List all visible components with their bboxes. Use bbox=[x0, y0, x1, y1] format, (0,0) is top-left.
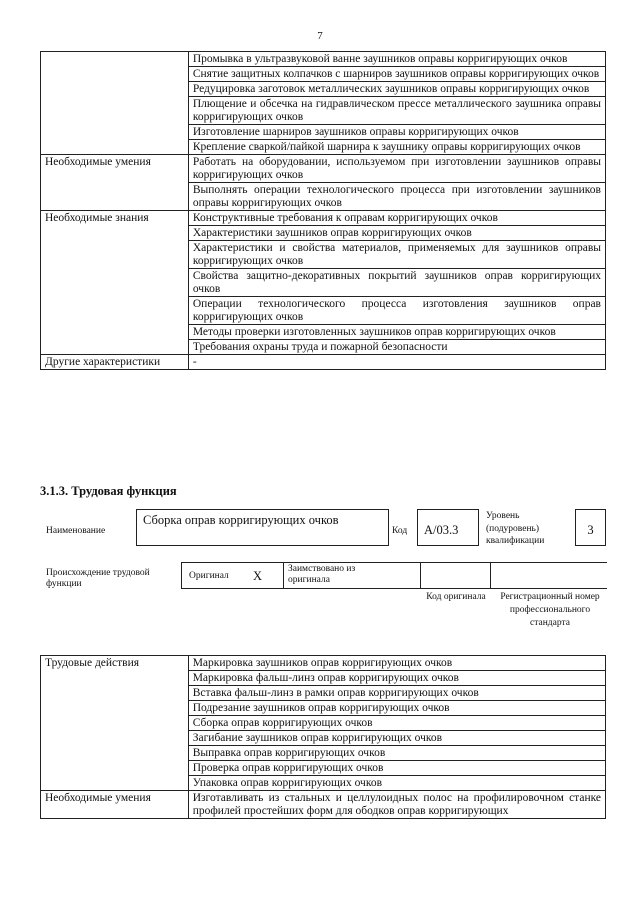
row-label bbox=[41, 52, 189, 155]
code-label: Код bbox=[392, 526, 408, 536]
table-row bbox=[41, 52, 606, 67]
origin-label: Происхождение трудовой функции bbox=[46, 568, 150, 589]
row-label: Необходимые знания bbox=[41, 211, 189, 355]
name-box bbox=[136, 509, 389, 546]
row-value: Выполнять операции технологического процесса при изготовлении заушников оправы корригирующих очков bbox=[188, 183, 605, 211]
row-value: - bbox=[188, 355, 605, 370]
code-original-label: Код оригинала bbox=[426, 592, 486, 602]
row-value: Крепление сваркой/пайкой шарнира к заушнику оправы корригирующих очков bbox=[188, 140, 605, 155]
skill-value: Изготавливать из стальных и целлулоидных полос на профилировочном станке профилей простейших форм для ободков оправ корригирующих bbox=[188, 791, 605, 819]
labor-action: Подрезание заушников оправ корригирующих очков bbox=[188, 701, 605, 716]
original-mark: X bbox=[253, 569, 263, 583]
labor-action: Упаковка оправ корригирующих очков bbox=[188, 776, 605, 791]
row-value: Характеристики заушников оправ корригирующих очков bbox=[188, 226, 605, 241]
borrowed-label: Заимствовано из оригинала bbox=[288, 564, 356, 585]
row-value: Плющение и обсечка на гидравлическом прессе металлического заушника оправы корригирующих очков bbox=[188, 97, 605, 125]
function-name: Сборка оправ корригирующих очков bbox=[143, 513, 339, 527]
labor-action: Проверка оправ корригирующих очков bbox=[188, 761, 605, 776]
labor-action: Загибание заушников оправ корригирующих очков bbox=[188, 731, 605, 746]
row-value: Конструктивные требования к оправам корригирующих очков bbox=[188, 211, 605, 226]
page-number: 7 bbox=[317, 30, 323, 42]
labor-action: Сборка оправ корригирующих очков bbox=[188, 716, 605, 731]
labor-action: Маркировка фальш-линз оправ корригирующих очков bbox=[188, 671, 605, 686]
table-row bbox=[41, 355, 606, 370]
row-value: Редуцировка заготовок металлических заушников оправы корригирующих очков bbox=[188, 82, 605, 97]
labor-actions-label: Трудовые действия bbox=[41, 656, 189, 791]
row-label: Необходимые умения bbox=[41, 155, 189, 211]
function-code: А/03.3 bbox=[424, 523, 459, 537]
row-value: Промывка в ультразвуковой ванне заушников оправы корригирующих очков bbox=[188, 52, 605, 67]
table-row bbox=[41, 656, 606, 671]
labor-action: Выправка оправ корригирующих очков bbox=[188, 746, 605, 761]
skills-label: Необходимые умения bbox=[41, 791, 189, 819]
level-value: 3 bbox=[587, 523, 594, 537]
origin-divider bbox=[420, 562, 421, 589]
row-value: Снятие защитных колпачков с шарниров заушников оправы корригирующих очков bbox=[188, 67, 605, 82]
table-row bbox=[41, 791, 606, 819]
labor-actions-table bbox=[40, 655, 606, 819]
section-title: 3.1.3. Трудовая функция bbox=[40, 484, 177, 498]
origin-divider bbox=[283, 562, 284, 589]
table-row bbox=[41, 211, 606, 226]
row-value: Методы проверки изготовленных заушников оправ корригирующих очков bbox=[188, 325, 605, 340]
level-label: Уровень (подуровень) квалификации bbox=[486, 511, 545, 546]
table-row bbox=[41, 155, 606, 183]
row-value: Изготовление шарниров заушников оправы корригирующих очков bbox=[188, 125, 605, 140]
row-value: Работать на оборудовании, используемом при изготовлении заушников оправы корригирующих очков bbox=[188, 155, 605, 183]
labor-action: Вставка фальш-линз в рамки оправ корригирующих очков bbox=[188, 686, 605, 701]
origin-row bbox=[181, 562, 607, 589]
code-box bbox=[417, 509, 479, 546]
level-box bbox=[575, 509, 606, 546]
requirements-table bbox=[40, 51, 606, 370]
reg-number-label: Регистрационный номер профессионального стандарта bbox=[500, 592, 600, 628]
row-label: Другие характеристики bbox=[41, 355, 189, 370]
name-label: Наименование bbox=[46, 526, 106, 536]
row-value: Свойства защитно-декоративных покрытий заушников оправ корригирующих очков bbox=[188, 269, 605, 297]
origin-divider bbox=[490, 562, 491, 589]
row-value: Операции технологического процесса изготовления заушников оправ корригирующих очков bbox=[188, 297, 605, 325]
row-value: Характеристики и свойства материалов, применяемых для заушников оправы корригирующих очков bbox=[188, 241, 605, 269]
original-label: Оригинал bbox=[189, 571, 229, 581]
labor-action: Маркировка заушников оправ корригирующих очков bbox=[188, 656, 605, 671]
row-value: Требования охраны труда и пожарной безопасности bbox=[188, 340, 605, 355]
